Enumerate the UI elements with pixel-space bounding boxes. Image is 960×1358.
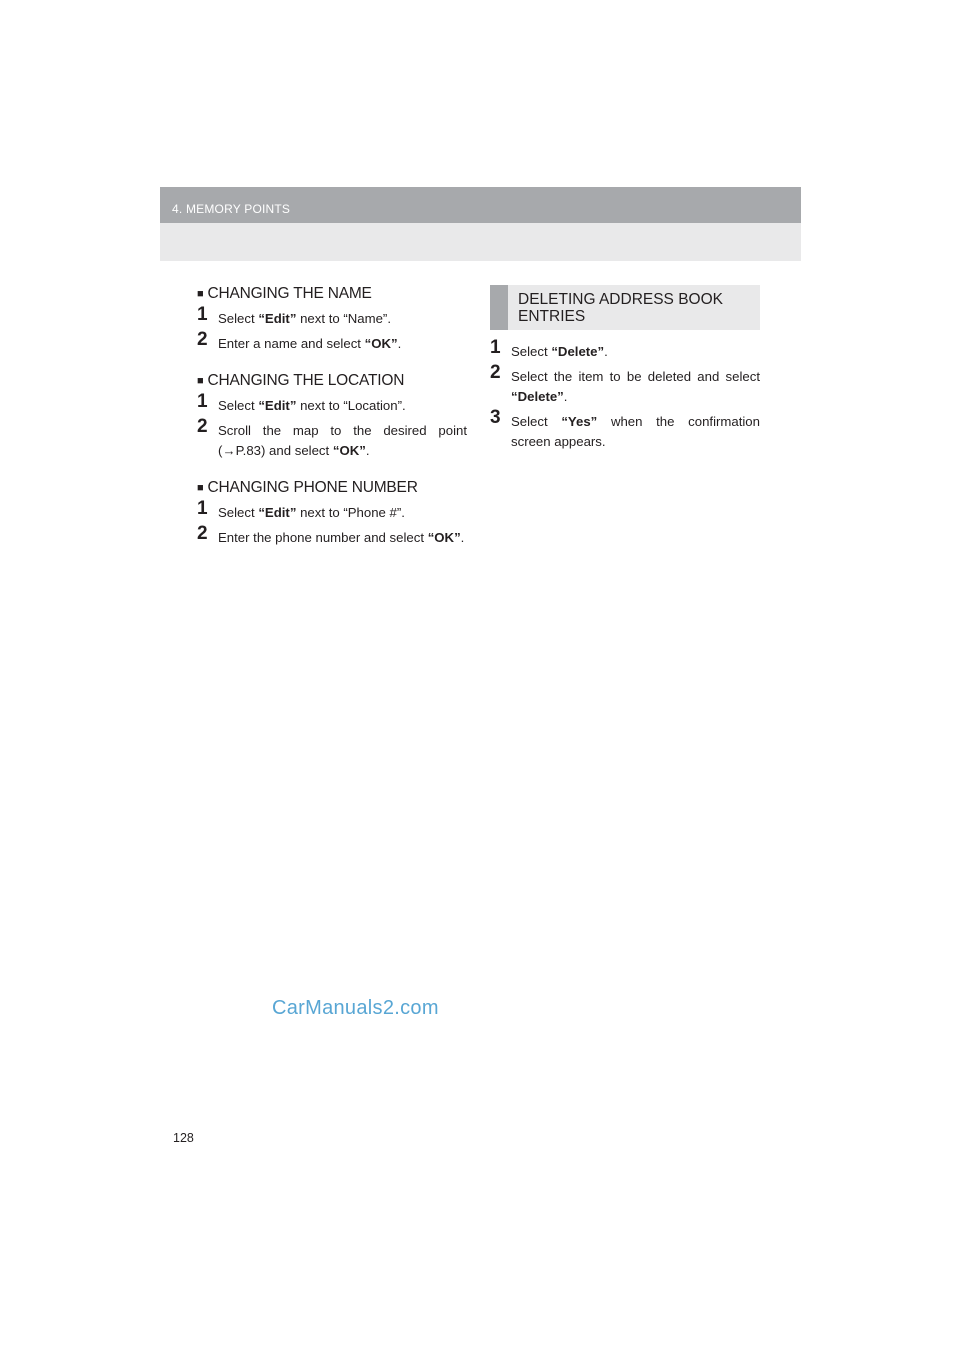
step-item: 1 Select “Edit” next to “Phone #”.	[197, 498, 405, 520]
button-reference: “Edit”	[258, 311, 297, 326]
button-reference: “Delete”	[511, 389, 564, 404]
left-column	[197, 285, 467, 553]
step-item: 2 Enter a name and select “OK”.	[197, 329, 402, 351]
square-bullet-icon: ■	[197, 375, 204, 387]
step-item: 2 Enter the phone number and select “OK”.	[197, 523, 465, 545]
step-number: 2	[197, 416, 208, 437]
section-heading-bar	[490, 285, 508, 330]
watermark-link[interactable]: CarManuals2.com	[272, 997, 439, 1019]
button-reference: “OK”	[427, 530, 461, 545]
step-number: 2	[490, 362, 501, 383]
step-number: 2	[197, 329, 208, 350]
step-item: 1 Select “Edit” next to “Name”.	[197, 304, 391, 326]
subheading-changing-phone: ■ CHANGING PHONE NUMBER	[197, 479, 418, 496]
page-header	[160, 187, 801, 261]
step-number: 1	[197, 498, 208, 519]
section-title: DELETING ADDRESS BOOK ENTRIES	[518, 291, 723, 325]
button-reference: “OK”	[364, 336, 398, 351]
step-item: 1 Select “Delete”.	[490, 337, 608, 359]
step-number: 2	[197, 523, 208, 544]
button-reference: “Edit”	[258, 505, 297, 520]
right-column	[490, 285, 760, 457]
subheading-changing-name: ■ CHANGING THE NAME	[197, 285, 372, 302]
square-bullet-icon: ■	[197, 482, 204, 494]
chapter-title: 4. MEMORY POINTS	[172, 202, 291, 216]
step-number: 1	[490, 337, 501, 358]
step-number: 1	[197, 391, 208, 412]
square-bullet-icon: ■	[197, 288, 204, 300]
step-number: 1	[197, 304, 208, 325]
subheading-changing-location: ■ CHANGING THE LOCATION	[197, 372, 405, 389]
section-heading-box	[490, 285, 760, 330]
button-reference: “Delete”	[551, 344, 605, 359]
button-reference: “Yes”	[561, 414, 598, 429]
header-strip	[160, 187, 801, 223]
step-number: 3	[490, 407, 501, 428]
page-number: 128	[173, 1131, 194, 1145]
step-item: 3 Select “Yes” when the confirmation screen appears.	[490, 407, 760, 449]
step-item: 2 Select the item to be deleted and select “Delete”.	[490, 362, 760, 404]
step-item: 1 Select “Edit” next to “Location”.	[197, 391, 406, 413]
button-reference: “Edit”	[258, 398, 297, 413]
step-item: 2 Scroll the map to the desired point (→P.83) and select “OK”.	[197, 416, 467, 458]
button-reference: “OK”	[332, 443, 366, 458]
